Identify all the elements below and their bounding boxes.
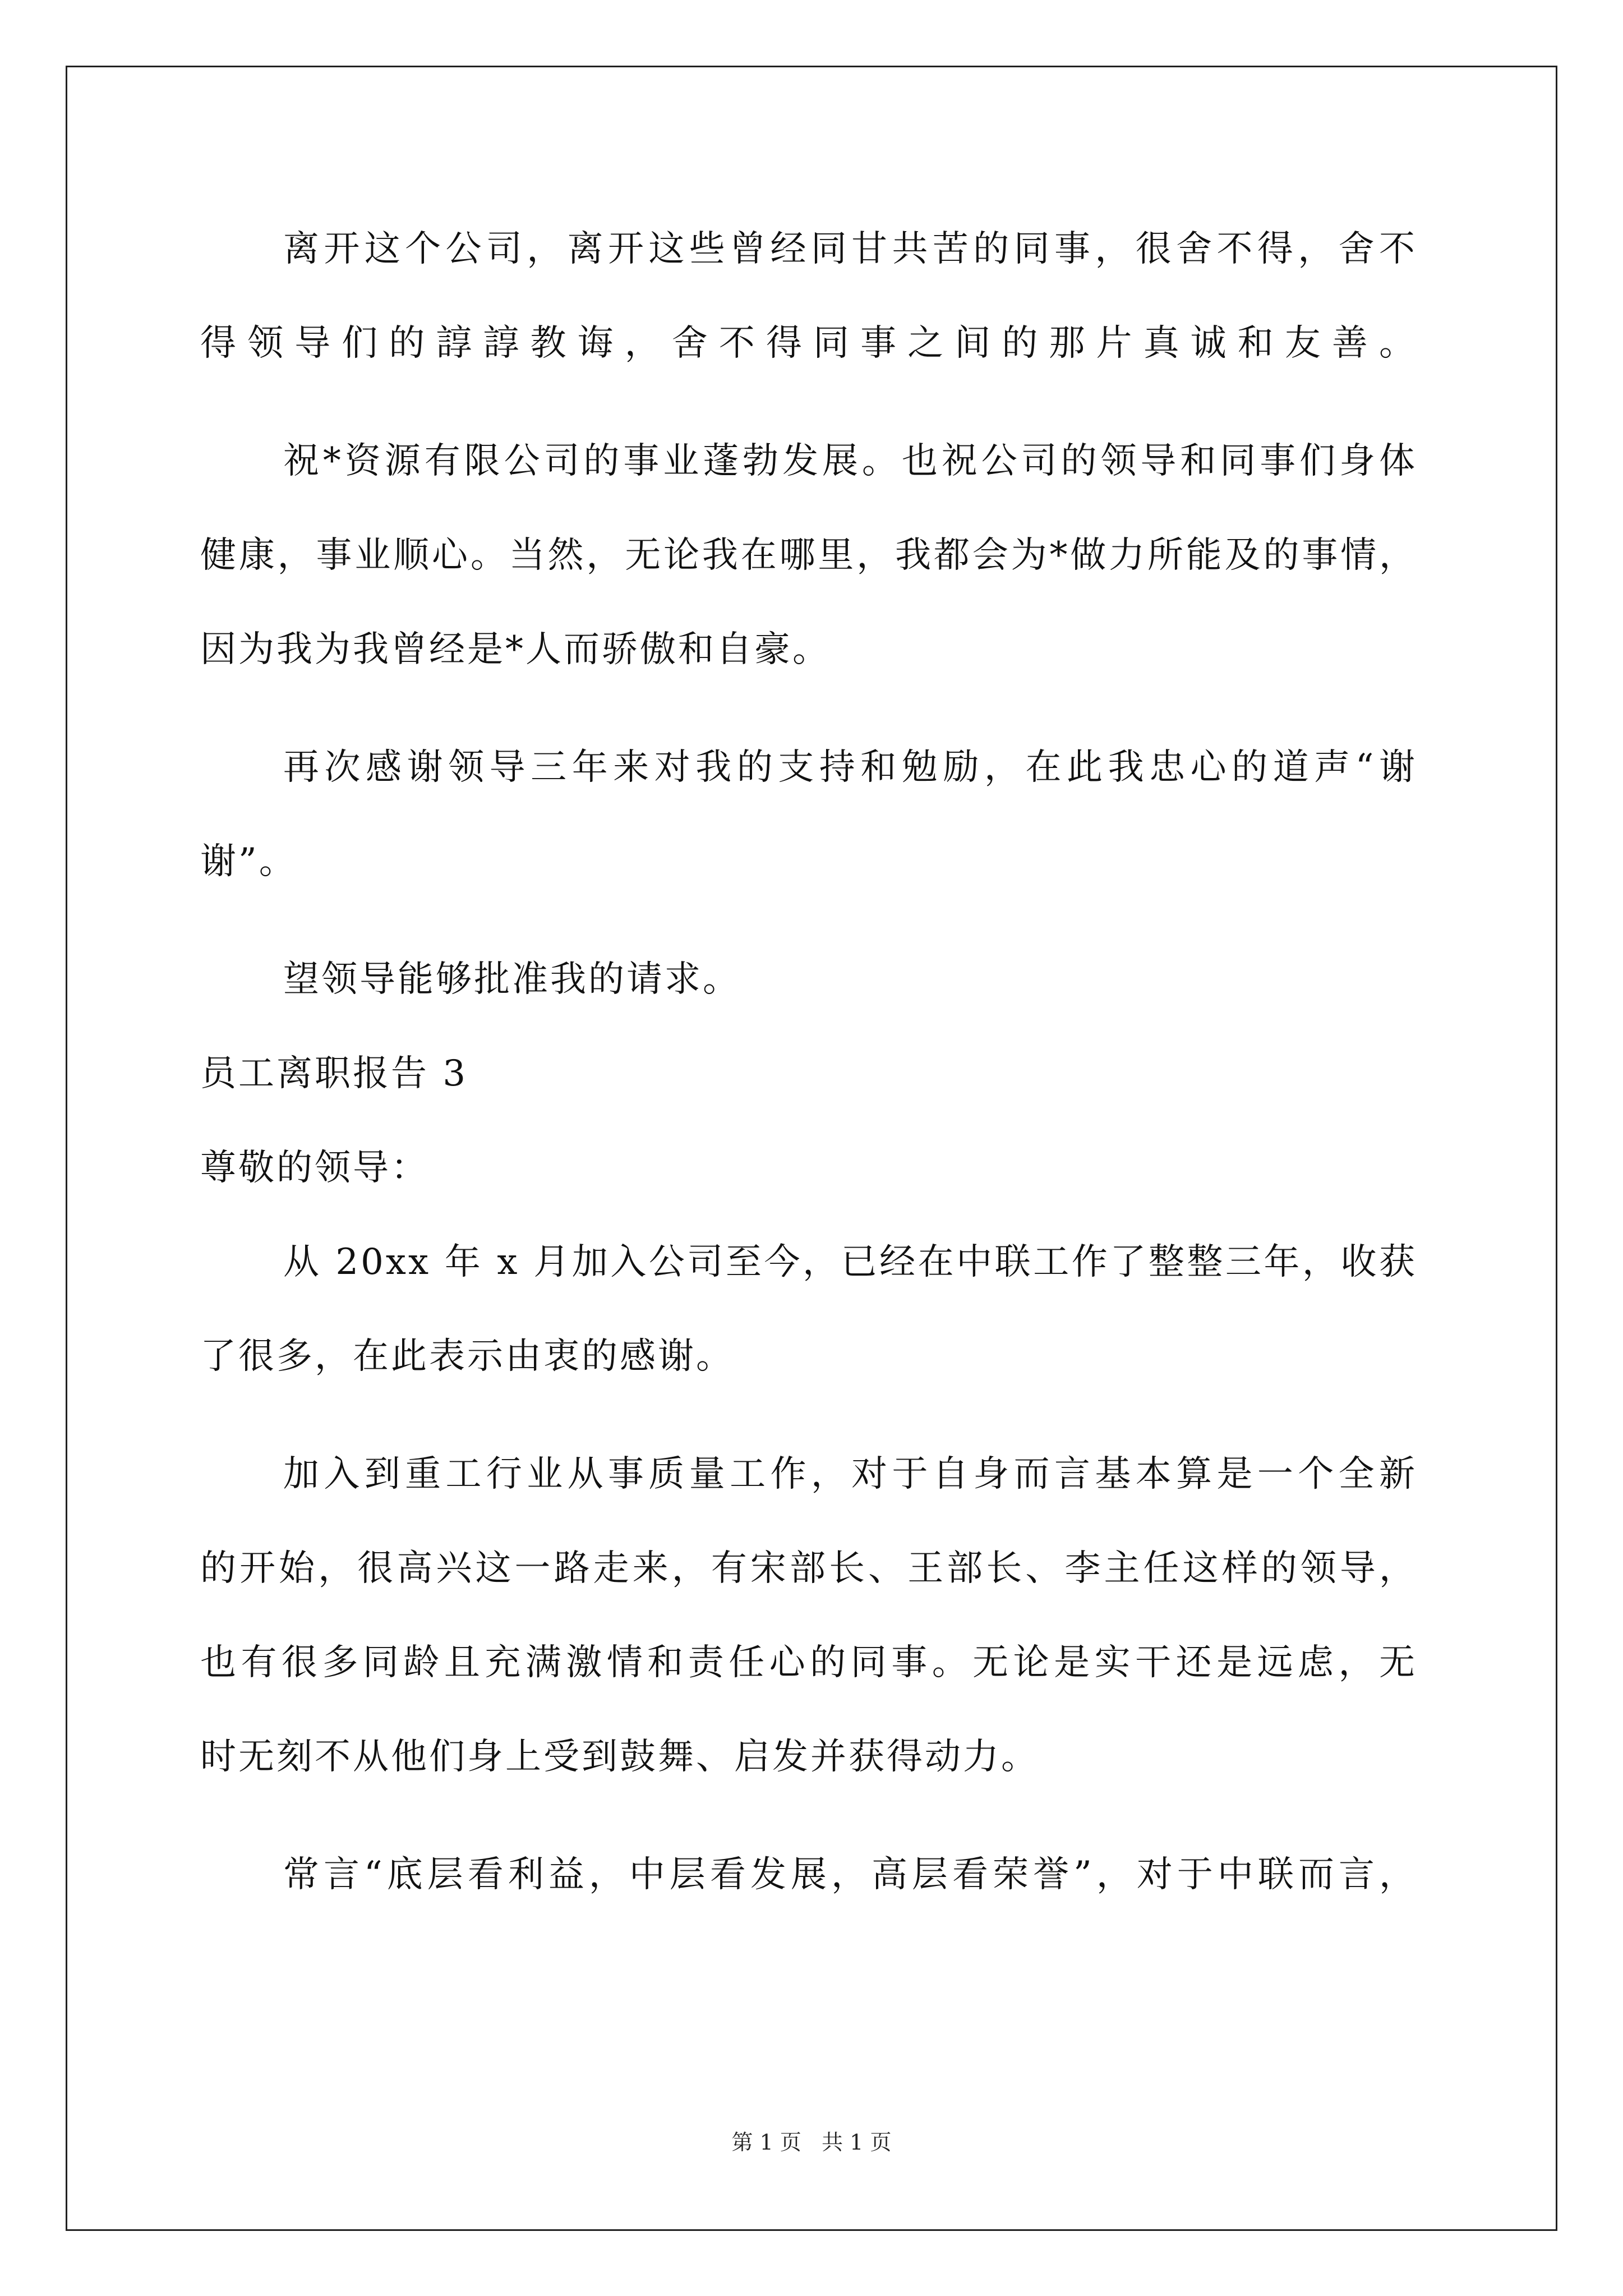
paragraph-line: 望领导能够批准我的请求。	[283, 959, 741, 1000]
paragraph-line: 谢”。	[200, 841, 297, 882]
paragraph-line: 也有很多同龄且充满激情和责任心的同事。无论是实干还是远虑，无	[200, 1642, 1417, 1683]
paragraph-line: 健康，事业顺心。当然，无论我在哪里，我都会为*做力所能及的事情，	[200, 535, 1417, 576]
paragraph-line: 离开这个公司，离开这些曾经同甘共苦的同事，很舍不得，舍不	[283, 228, 1417, 270]
paragraph-line: 时无刻不从他们身上受到鼓舞、启发并获得动力。	[200, 1736, 1039, 1778]
paragraph-line: 常言“底层看利益，中层看发展，高层看荣誉”，对于中联而言，	[283, 1854, 1417, 1895]
paragraph-line: 得领导们的諄諄教诲，舍不得同事之间的那片真诚和友善。	[200, 323, 1417, 364]
paragraph-line: 的开始，很高兴这一路走来，有宋部长、王部长、李主任这样的领导，	[200, 1548, 1417, 1589]
paragraph-line: 再次感谢领导三年来对我的支持和勉励，在此我忠心的道声“谢	[283, 747, 1417, 788]
paragraph-line: 从 20xx 年 x 月加入公司至今，已经在中联工作了整整三年，收获	[283, 1241, 1417, 1283]
page-footer: 第 1 页 共 1 页	[731, 2130, 892, 2155]
paragraph-line: 祝*资源有限公司的事业蓬勃发展。也祝公司的领导和同事们身体	[283, 440, 1417, 482]
section-title: 员工离职报告 3	[200, 1053, 468, 1094]
paragraph-line: 因为我为我曾经是*人而骄傲和自豪。	[200, 629, 831, 670]
paragraph-line: 加入到重工行业从事质量工作，对于自身而言基本算是一个全新	[283, 1453, 1417, 1495]
paragraph-line: 了很多，在此表示由衷的感谢。	[200, 1336, 734, 1377]
salutation: 尊敬的领导：	[200, 1147, 429, 1189]
